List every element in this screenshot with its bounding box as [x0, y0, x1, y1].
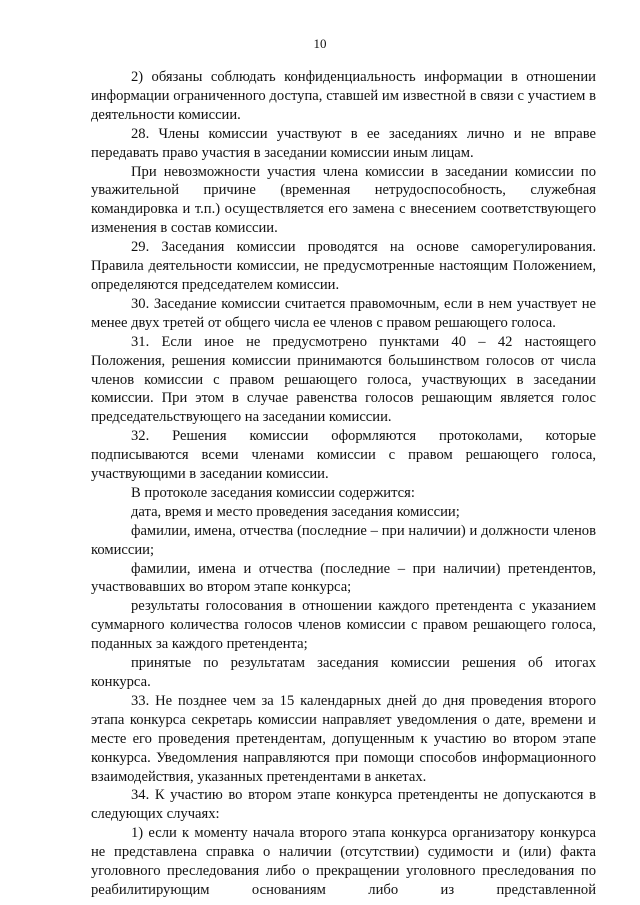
paragraph: В протоколе заседания комиссии содержится: [131, 484, 415, 501]
paragraph: 32. Решения комиссии оформляются протоколами, которые подписываются всеми членами комиссии с правом решающего голоса, участвующими в заседании комиссии. [91, 428, 596, 483]
paragraph: 33. Не позднее чем за 15 календарных дней до дня проведения второго этапа конкурса секретарь комиссии направляет уведомления о дате, времени и месте его проведения претендентам, допущенным к участию во втором этапе конкурса. Уведомления направляются при помощи способов информационного взаимодействия, указанных претендентами в анкетах. [91, 692, 596, 785]
paragraph: фамилии, имена, отчества (последние – при наличии) и должности членов комиссии; [91, 522, 596, 558]
paragraph: При невозможности участия члена комиссии в заседании комиссии по уважительной причине (временная нетрудоспособность, служебная командировка и т.п.) осуществляется его замена с внесением соответствующего изменения в состав комиссии. [91, 163, 596, 237]
paragraph: 34. К участию во втором этапе конкурса претенденты не допускаются в следующих случаях: [91, 787, 596, 823]
paragraph: результаты голосования в отношении каждого претендента с указанием суммарного количества голосов членов комиссии с правом решающего голоса, поданных за каждого претендента; [91, 598, 596, 653]
paragraph: принятые по результатам заседания комиссии решения об итогах конкурса. [91, 655, 596, 690]
paragraph: фамилии, имена и отчества (последние – при наличии) претендентов, участвовавших во втором этапе конкурса; [91, 560, 596, 596]
document-body [91, 68, 596, 900]
paragraph: 30. Заседание комиссии считается правомочным, если в нем участвует не менее двух третей от общего числа ее членов с правом решающего голоса. [91, 295, 596, 331]
paragraph: 28. Члены комиссии участвуют в ее заседаниях лично и не вправе передавать право участия в заседании комиссии иным лицам. [91, 125, 596, 161]
paragraph: 2) обязаны соблюдать конфиденциальность информации в отношении информации ограниченного доступа, ставшей им известной в связи с участием в деятельности комиссии. [91, 69, 596, 123]
page-number: 10 [313, 36, 327, 51]
paragraph: 31. Если иное не предусмотрено пунктами 40 – 42 настоящего Положения, решения комиссии принимаются большинством голосов от числа членов комиссии с правом решающего голоса, участвующих в заседании комиссии. При этом в случае равенства голосов решающим является голос председательствующего на заседании комиссии. [91, 333, 596, 426]
paragraph: 1) если к моменту начала второго этапа конкурса организатору конкурса не представлена справка о наличии (отсутствии) судимости и (или) факта уголовного преследования либо о прекращении уголовного преследования по реабилитирующим основаниям либо из представленной [91, 825, 596, 898]
paragraph: дата, время и место проведения заседания комиссии; [131, 503, 460, 520]
paragraph: 29. Заседания комиссии проводятся на основе саморегулирования. Правила деятельности комиссии, не предусмотренные настоящим Положением, определяются председателем комиссии. [91, 239, 596, 293]
